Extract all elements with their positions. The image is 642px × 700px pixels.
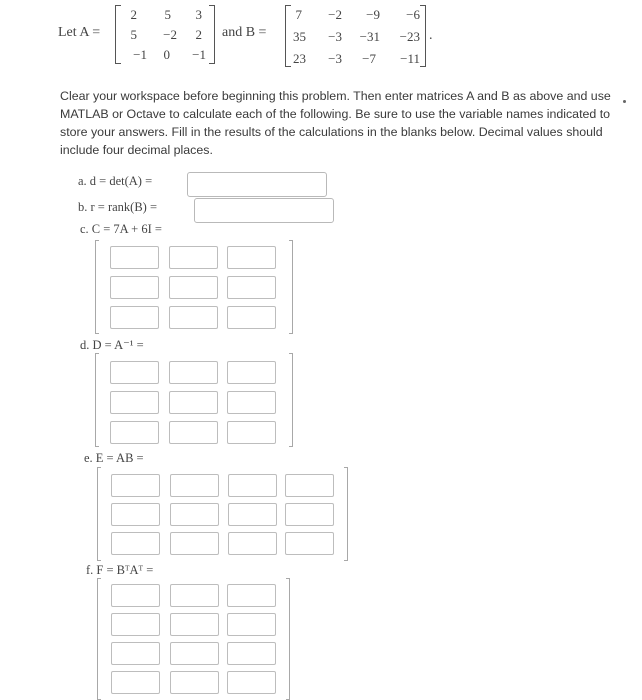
matrix-b-cell: −3 — [328, 51, 342, 66]
matrix-e-cell-input[interactable] — [111, 532, 160, 555]
question-e-label: e. E = AB = — [84, 451, 144, 465]
matrix-e-cell-input[interactable] — [170, 474, 219, 497]
period: . — [429, 28, 433, 43]
matrix-b-cell: −31 — [359, 29, 380, 44]
matrix-b-right-bracket — [420, 5, 426, 67]
matrix-a-cell: 0 — [163, 47, 170, 62]
matrix-f-cell-input[interactable] — [170, 671, 219, 694]
matrix-e-cell-input[interactable] — [285, 474, 334, 497]
matrix-e-cell-input[interactable] — [228, 503, 277, 526]
matrix-a-right-bracket — [209, 5, 215, 64]
matrix-f-cell-input[interactable] — [227, 671, 276, 694]
matrix-c-cell-input[interactable] — [110, 276, 159, 299]
matrix-e-cell-input[interactable] — [111, 474, 160, 497]
matrix-c-cell-input[interactable] — [169, 276, 218, 299]
matrix-f-cell-input[interactable] — [170, 613, 219, 636]
matrix-b-cell: −3 — [328, 29, 342, 44]
matrix-f-cell-input[interactable] — [170, 584, 219, 607]
matrix-a-cell: 3 — [195, 7, 202, 22]
matrix-d-cell-input[interactable] — [227, 361, 276, 384]
matrix-d-left-bracket — [95, 353, 99, 447]
matrix-c-cell-input[interactable] — [169, 306, 218, 329]
matrix-b-cell: −7 — [362, 51, 376, 66]
instructions-text: Clear your workspace before beginning this problem. Then enter matrices A and B as above and use MATLAB or Octave to calculate each of the following. Be sure to use the variable names indicated to store your answers. Fill in the results of the calculations in the blanks below. Decimal values should include four decimal places. — [60, 89, 611, 157]
matrix-c-right-bracket — [289, 240, 293, 334]
matrix-b-cell: −9 — [366, 7, 380, 22]
decorative-dot — [623, 100, 626, 103]
matrix-a-cell: −1 — [133, 47, 147, 62]
matrix-a-cell: −1 — [192, 47, 206, 62]
matrix-e-right-bracket — [344, 467, 348, 561]
matrix-f-cell-input[interactable] — [111, 584, 160, 607]
matrix-a-cell: 2 — [130, 7, 137, 22]
matrix-d-cell-input[interactable] — [227, 391, 276, 414]
matrix-e-cell-input[interactable] — [111, 503, 160, 526]
matrix-c-cell-input[interactable] — [110, 246, 159, 269]
matrix-b-cell: −2 — [328, 7, 342, 22]
matrix-b-cell: −11 — [400, 51, 420, 66]
matrix-d-cell-input[interactable] — [169, 421, 218, 444]
matrix-f-cell-input[interactable] — [111, 613, 160, 636]
matrix-c-left-bracket — [95, 240, 99, 334]
matrix-c-cell-input[interactable] — [227, 306, 276, 329]
matrix-d-cell-input[interactable] — [110, 361, 159, 384]
matrix-a-cell: 5 — [164, 7, 171, 22]
matrix-e-cell-input[interactable] — [170, 503, 219, 526]
matrix-d-cell-input[interactable] — [110, 421, 159, 444]
matrix-d-cell-input[interactable] — [110, 391, 159, 414]
question-c-label: c. C = 7A + 6I = — [80, 222, 162, 236]
matrix-b-cell: −23 — [399, 29, 420, 44]
matrix-f-cell-input[interactable] — [111, 671, 160, 694]
matrix-e-cell-input[interactable] — [228, 532, 277, 555]
matrix-c-cell-input[interactable] — [227, 276, 276, 299]
matrix-f-left-bracket — [97, 578, 101, 700]
question-f-label: f. F = BᵀAᵀ = — [86, 563, 154, 577]
matrix-e-cell-input[interactable] — [170, 532, 219, 555]
matrix-b-cell: 23 — [293, 51, 306, 66]
matrix-f-right-bracket — [286, 578, 290, 700]
matrix-b-cell: −6 — [406, 7, 420, 22]
question-a-label: a. d = det(A) = — [78, 174, 153, 188]
matrix-f-cell-input[interactable] — [227, 584, 276, 607]
r-answer-input[interactable] — [194, 198, 334, 223]
let-a-label: Let A = — [58, 25, 101, 40]
question-d-label: d. D = A⁻¹ = — [80, 338, 144, 352]
matrix-d-right-bracket — [289, 353, 293, 447]
matrix-a-cell: 2 — [195, 27, 202, 42]
matrix-f-cell-input[interactable] — [227, 642, 276, 665]
matrix-c-cell-input[interactable] — [227, 246, 276, 269]
matrix-a-cell: −2 — [163, 27, 177, 42]
matrix-f-cell-input[interactable] — [170, 642, 219, 665]
matrix-d-cell-input[interactable] — [169, 391, 218, 414]
matrix-a-cell: 5 — [130, 27, 137, 42]
matrix-d-cell-input[interactable] — [227, 421, 276, 444]
matrix-b-cell: 7 — [295, 7, 302, 22]
matrix-d-cell-input[interactable] — [169, 361, 218, 384]
question-b-label: b. r = rank(B) = — [78, 200, 158, 214]
matrix-c-cell-input[interactable] — [169, 246, 218, 269]
matrix-e-cell-input[interactable] — [285, 503, 334, 526]
matrix-c-cell-input[interactable] — [110, 306, 159, 329]
matrix-e-cell-input[interactable] — [285, 532, 334, 555]
matrix-e-cell-input[interactable] — [228, 474, 277, 497]
matrix-e-left-bracket — [97, 467, 101, 561]
d-answer-input[interactable] — [187, 172, 327, 197]
matrix-f-cell-input[interactable] — [227, 613, 276, 636]
and-b-label: and B = — [222, 25, 267, 40]
matrix-b-cell: 35 — [293, 29, 306, 44]
matrix-f-cell-input[interactable] — [111, 642, 160, 665]
